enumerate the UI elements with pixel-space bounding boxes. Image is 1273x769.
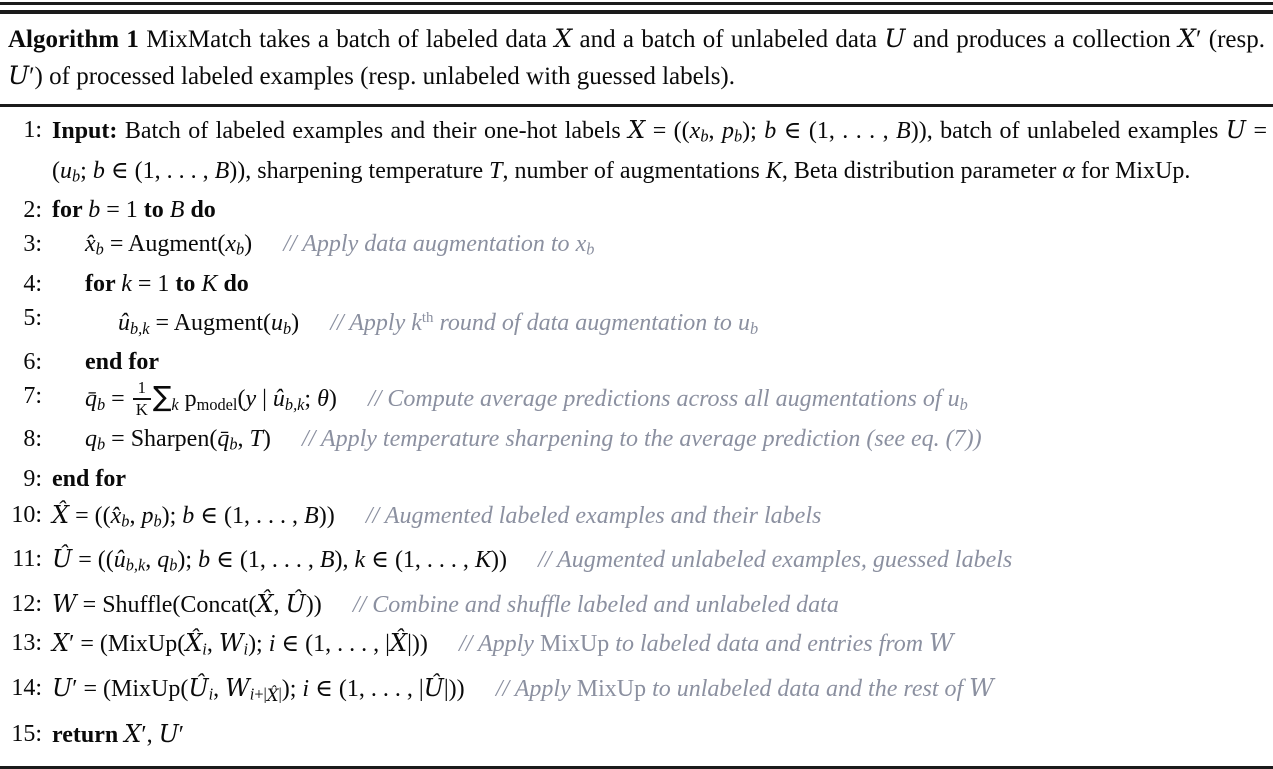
text-segment: to labeled data and entries from [609,631,930,658]
line-content [52,669,1267,715]
algorithm-box [0,2,1273,769]
text-segment: = ( [52,118,1268,184]
text-segment: and produces a collection [905,26,1179,53]
text-segment: Batch of labeled examples and their one-hot labels [117,118,629,144]
text-segment: y [245,386,257,413]
text-segment: Input: [52,118,118,144]
algorithm-line-13 [6,624,1267,669]
text-segment: , [206,631,219,658]
text-segment: W [52,590,77,619]
text-segment: ); [281,675,303,702]
text-segment: end for [52,465,126,492]
line-number: 3: [23,231,42,258]
text-segment: θ [317,386,329,413]
text-segment: b [229,434,238,454]
text-segment: i [243,639,249,659]
text-segment: X [124,719,142,748]
text-segment: q̄ [85,386,97,413]
text-segment: b [236,239,245,259]
text-segment: p [178,386,197,413]
line-number: 12: [11,591,42,618]
text-segment: U [158,719,179,748]
text-segment: ) [244,231,253,258]
text-segment: ) [291,309,300,336]
line-number: 6: [23,349,42,376]
text-segment: b [283,318,292,338]
text-segment: x̂ [85,231,96,258]
text-segment: = (MixUp( [74,631,186,658]
line-number: 1: [23,117,42,143]
text-segment: u [947,386,960,413]
text-segment: , [146,721,159,748]
line-number: 7: [23,383,42,410]
line-number: 14: [11,674,42,701]
text-segment: U [52,673,73,702]
text-segment: ∈ (1, . . . , | [309,675,424,702]
text-segment: ) [328,386,337,413]
line-number: 2: [23,197,42,224]
text-segment: b [764,118,777,144]
text-segment: , [213,675,226,702]
text-segment: = Augment( [103,231,226,258]
text-segment: α [1062,157,1076,184]
text-segment: q [157,547,170,574]
text-segment: Û [285,590,306,619]
text-segment: X̂ [256,590,274,619]
text-segment: W [225,673,250,702]
text-segment: ); [161,502,183,529]
text-segment: ), [334,547,355,574]
text-segment: ( [237,386,246,413]
text-segment: W [929,629,954,658]
line-content [52,267,1267,301]
text-segment: U [1225,116,1247,144]
text-segment: , Beta distribution parameter [781,157,1063,184]
text-segment: B [319,547,335,574]
text-segment: X̂ [266,685,279,705]
text-segment: = Shuffle(Concat( [76,592,257,619]
text-segment: = (( [72,547,114,574]
text-segment: W [969,673,994,702]
algorithm-caption [0,14,1273,104]
text-segment: b [121,511,130,531]
text-segment: X̂ [185,629,203,658]
algorithm-line-5 [6,301,1267,346]
text-segment: ∈ (1, . . . , [776,118,897,144]
text-segment: p [721,118,734,144]
algorithm-line-8 [6,422,1267,462]
text-segment: b [198,547,211,574]
text-segment: = 1 [100,197,144,224]
text-segment: // Apply data augmentation to [283,231,576,258]
text-segment: MixMatch takes a batch of labeled data [146,26,555,53]
text-segment: W [218,629,244,658]
text-segment: ∈ (1, . . . , | [275,631,390,658]
text-segment: k [171,395,179,415]
text-segment: // Augmented labeled examples and their labels [365,502,822,529]
text-segment: u [60,157,72,184]
text-segment: ∈ (1, . . . , [194,502,305,529]
text-segment: ′ [1195,26,1202,53]
text-segment: , [145,547,158,574]
text-segment: )), sharpening temperature [229,157,490,184]
algorithm-line-1 [6,113,1267,193]
text-segment: )) [305,592,322,619]
line-content [52,540,1267,585]
text-segment: ; [80,157,93,184]
text-segment: = (MixUp( [77,675,189,702]
line-content [52,624,1267,669]
text-segment: ) [262,426,271,453]
text-segment: b,k [130,318,150,338]
algorithm-line-10 [6,496,1267,541]
text-segment: ′ [141,721,147,748]
text-segment: = Augment( [149,309,272,336]
text-segment: b [182,502,195,529]
text-segment: ′ [72,675,78,702]
text-segment: ); [248,631,269,658]
text-segment: = [105,386,131,413]
text-segment: ∈ (1, . . . , [365,547,475,574]
text-segment: b,k [125,556,146,576]
text-segment: x [689,118,701,144]
text-segment: // Compute average predictions across all augmentations of [368,386,948,413]
text-segment: +| [254,684,267,704]
line-content [52,345,1267,379]
text-segment: û [118,309,130,336]
algorithm-line-12 [6,585,1267,624]
text-segment: , [237,426,250,453]
text-segment: do [217,270,249,297]
text-segment: (resp. [1201,26,1265,53]
text-segment: K [474,547,491,574]
top-rule-outer-line [0,2,1273,5]
text-segment: i [208,684,214,704]
text-segment: X̂ [389,629,408,658]
text-segment: B [214,157,230,184]
text-segment: x̂ [110,502,122,529]
text-segment: = (( [645,118,690,144]
text-segment: // Augmented unlabeled examples, guessed labels [538,547,1013,574]
text-segment: b [169,556,178,576]
text-segment: ); [742,118,765,144]
algorithm-line-2 [6,193,1267,227]
text-segment: T [249,426,263,453]
text-segment: b [733,126,743,146]
text-segment: and a batch of unlabeled data [572,26,885,53]
text-segment: for [52,197,89,224]
text-segment: ′ [178,721,185,748]
text-segment: X [52,629,70,658]
text-segment: X̂ [52,500,70,529]
text-segment: |)) [407,631,428,658]
algorithm-line-14 [6,669,1267,715]
text-segment: return [52,721,125,748]
text-segment: b [586,239,595,259]
line-content [52,379,1267,422]
text-segment: ∑ [152,380,172,414]
text-segment: b [95,239,104,259]
algorithm-lines [0,113,1273,754]
text-segment: b [749,318,759,338]
line-content [52,193,1267,227]
text-segment: , [273,592,286,619]
text-segment: Û [188,673,209,702]
algorithm-line-9 [6,462,1267,496]
text-segment: to [175,270,202,297]
text-segment: | [278,684,282,704]
text-segment: K [201,270,218,297]
text-segment: ′ [69,631,75,658]
bottom-rule-line [0,766,1273,769]
text-segment: U [884,24,906,53]
text-segment: | [256,386,273,413]
algorithm-line-3 [6,227,1267,267]
text-segment: q̄ [217,426,230,453]
line-content [52,585,1267,624]
text-segment: do [184,197,216,224]
text-segment: ′ [29,63,35,90]
text-segment: x [225,231,236,258]
line-content [52,301,1267,346]
text-segment: MixUp [539,631,610,658]
text-segment: X [1178,24,1196,53]
text-segment: B [896,118,911,144]
text-segment: q [85,426,97,453]
text-segment: to [143,197,170,224]
text-segment: k [354,547,366,574]
text-segment: b,k [284,395,305,415]
line-number: 8: [23,426,42,453]
text-segment: Û [423,673,444,702]
line-number: 9: [23,465,42,492]
text-segment: // Apply temperature sharpening to the average prediction (see eq. (7)) [302,426,982,453]
text-segment: T [489,157,503,184]
text-segment: MixUp [576,675,647,702]
line-number: 4: [23,270,42,297]
text-segment: = 1 [131,270,176,297]
text-segment: b [153,511,162,531]
text-segment: to unlabeled data and the rest of [646,675,970,702]
text-segment: i [268,631,276,658]
line-content [52,227,1267,267]
algorithm-line-7 [6,379,1267,422]
text-segment: k [411,309,422,336]
text-segment: , [708,118,722,144]
text-segment: , number of augmentations [502,157,766,184]
text-segment: B [169,197,185,224]
algorithm-line-15 [6,715,1267,754]
line-content [52,496,1267,541]
text-segment: = Sharpen( [105,426,218,453]
text-segment: X [628,116,646,144]
text-segment: p [141,502,154,529]
text-segment: û [113,547,126,574]
text-segment: b [700,126,709,146]
text-segment: ∈ (1, . . . , [210,547,320,574]
line-content [52,422,1267,462]
caption-rule-line [0,104,1273,107]
text-segment: b [72,166,81,186]
line-content [52,113,1267,193]
text-segment: round of data augmentation to [433,309,738,336]
text-segment: i [202,639,207,659]
text-segment: ∈ (1, . . . , [104,157,215,184]
line-content [52,715,1267,754]
text-segment: // Apply [495,675,577,702]
text-segment: k [121,270,132,297]
text-segment: Û [52,545,73,574]
text-segment: i [302,675,310,702]
text-segment: )) [490,547,507,574]
text-segment: = (( [69,502,111,529]
text-segment: th [421,309,434,326]
text-segment: // Combine and shuffle labeled and unlabeled data [352,592,839,619]
text-segment: u [271,309,284,336]
text-segment: x [575,231,587,258]
line-number: 15: [11,720,42,747]
line-number: 10: [11,501,42,528]
algorithm-line-6 [6,345,1267,379]
text-segment: K [765,157,782,184]
text-segment: ) of processed labeled examples (resp. unlabeled with guessed labels). [34,63,735,90]
text-segment: b [92,157,105,184]
text-segment: ); [177,547,199,574]
text-segment: U [8,61,30,90]
text-segment: b [97,434,106,454]
line-number: 11: [12,546,42,573]
algorithm-line-4 [6,267,1267,301]
fraction: $\frac{1}{K}$ [133,379,151,418]
text-segment: )), batch of unlabeled examples [910,118,1226,144]
text-segment: ; [304,386,318,413]
line-number: 13: [11,630,42,657]
text-segment: , [129,502,142,529]
text-segment: X [554,24,573,53]
algorithm-line-11 [6,540,1267,585]
text-segment: Algorithm 1 [8,26,147,53]
text-segment: u [737,309,750,336]
text-segment: // Apply [330,309,412,336]
text-segment: for MixUp. [1075,157,1191,184]
text-segment: model [196,395,238,415]
text-segment: end for [85,349,159,376]
line-content [52,462,1267,496]
text-segment: b [88,197,101,224]
text-segment: // Apply [459,631,540,658]
line-number: 5: [23,304,42,331]
text-segment: B [304,502,319,529]
text-segment: b [959,395,968,415]
text-segment: for [85,270,122,297]
text-segment: |)) [443,675,465,702]
text-segment: i [249,684,255,704]
text-segment: b [97,395,106,415]
text-segment: û [272,386,285,413]
text-segment: )) [318,502,335,529]
